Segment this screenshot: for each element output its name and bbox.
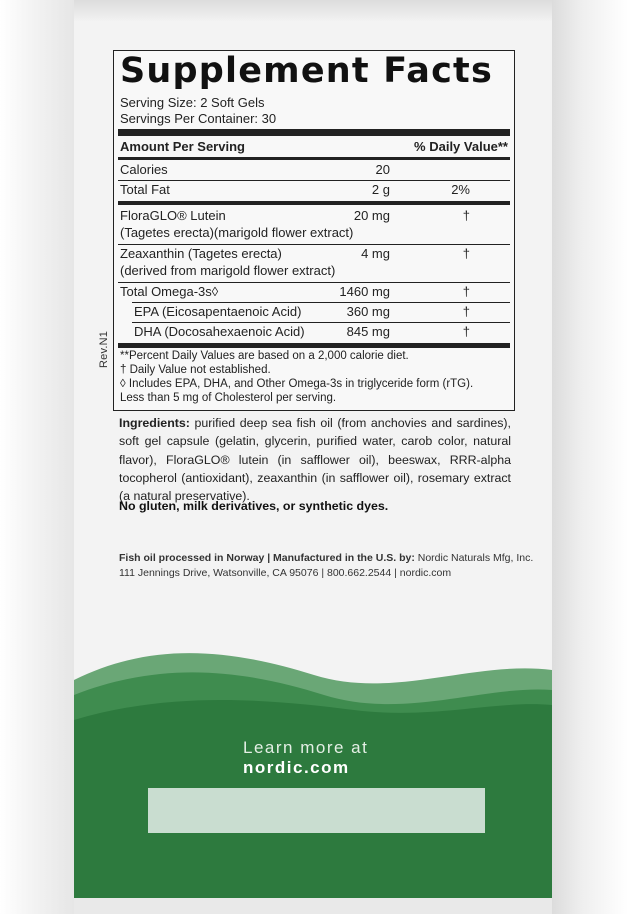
row-name: Total Fat	[120, 182, 170, 197]
table-row	[120, 304, 508, 322]
blank-label-box	[148, 788, 485, 833]
row-divider	[118, 244, 510, 245]
ingredients-list: purified deep sea fish oil (from anchovies and sardines), soft gel capsule (gelatin, glycerin, purified water, carob color, natural flavor), FloraGLO® lutein (in safflower oil), beeswax, RRR-alpha tocopherol (antioxidant), zeaxanthin (in safflower oil), rosemary extract (a natural preservative).	[119, 416, 511, 504]
ingredients-text	[119, 414, 511, 505]
manufacturer-line	[119, 552, 533, 564]
box-right-side	[552, 0, 628, 914]
supplement-facts-title: Supplement Facts	[120, 51, 493, 91]
row-amount: 845 mg	[346, 324, 390, 339]
row-name: Total Omega-3s◊	[120, 284, 219, 299]
row-dv: †	[462, 246, 470, 261]
row-dv: †	[462, 304, 470, 319]
free-from-statement: No gluten, milk derivatives, or synthetic dyes.	[119, 499, 389, 513]
row-name: (Tagetes erecta)(marigold flower extract)	[120, 225, 354, 240]
manufacturer-name: Nordic Naturals Mfg, Inc.	[414, 552, 534, 564]
medium-divider	[118, 201, 510, 205]
panel-top-edge	[74, 0, 552, 22]
table-row	[120, 182, 508, 200]
medium-divider	[118, 157, 510, 160]
row-dv: †	[462, 208, 470, 223]
table-row-continued	[120, 225, 508, 243]
row-amount: 20	[375, 162, 390, 177]
panel-bottom-edge	[74, 898, 552, 914]
table-row	[120, 324, 508, 342]
table-row	[120, 162, 508, 180]
table-row	[120, 208, 508, 226]
footnote: **Percent Daily Values are based on a 2,000 calorie diet.	[120, 350, 409, 362]
manufacturer-origin: Fish oil processed in Norway | Manufactured in the U.S. by:	[119, 552, 415, 564]
revision-code: Rev.N1	[98, 330, 110, 368]
row-dv: 2%	[451, 182, 470, 197]
amount-per-serving-heading: Amount Per Serving	[120, 139, 245, 154]
row-amount: 20 mg	[353, 208, 390, 223]
row-amount: 360 mg	[346, 304, 390, 319]
row-name: EPA (Eicosapentaenoic Acid)	[134, 304, 302, 319]
manufacturer-address: 111 Jennings Drive, Watsonville, CA 95076 | 800.662.2544 | nordic.com	[119, 567, 452, 579]
row-name: Zeaxanthin (Tagetes erecta)	[120, 246, 282, 261]
footnote: † Daily Value not established.	[120, 364, 271, 376]
row-name: DHA (Docosahexaenoic Acid)	[134, 324, 305, 339]
row-divider	[132, 322, 510, 323]
serving-size: Serving Size: 2 Soft Gels	[120, 95, 265, 110]
row-name: Calories	[120, 162, 168, 177]
footnote: Less than 5 mg of Cholesterol per serving.	[120, 392, 337, 404]
row-divider	[118, 180, 510, 181]
supplement-facts-panel	[113, 50, 515, 411]
table-row	[120, 284, 508, 302]
thick-divider	[118, 129, 510, 136]
table-row	[120, 246, 508, 264]
row-amount: 4 mg	[361, 246, 390, 261]
footnote: ◊ Includes EPA, DHA, and Other Omega-3s in triglyceride form (rTG).	[120, 378, 474, 390]
daily-value-heading: % Daily Value**	[414, 139, 508, 154]
row-amount: 1460 mg	[339, 284, 390, 299]
row-dv: †	[462, 284, 470, 299]
servings-per-container: Servings Per Container: 30	[120, 111, 277, 126]
row-divider	[132, 302, 510, 303]
row-name: FloraGLO® Lutein	[120, 208, 226, 223]
learn-more-text: Learn more at	[243, 738, 369, 757]
row-amount: 2 g	[371, 182, 390, 197]
table-header	[120, 139, 508, 157]
ingredients-label: Ingredients:	[119, 416, 190, 430]
website-text: nordic.com	[243, 758, 350, 777]
box-left-side	[0, 0, 74, 914]
table-row-continued	[120, 263, 508, 281]
thick-divider	[118, 343, 510, 348]
row-divider	[118, 282, 510, 283]
row-dv: †	[462, 324, 470, 339]
row-name: (derived from marigold flower extract)	[120, 263, 336, 278]
